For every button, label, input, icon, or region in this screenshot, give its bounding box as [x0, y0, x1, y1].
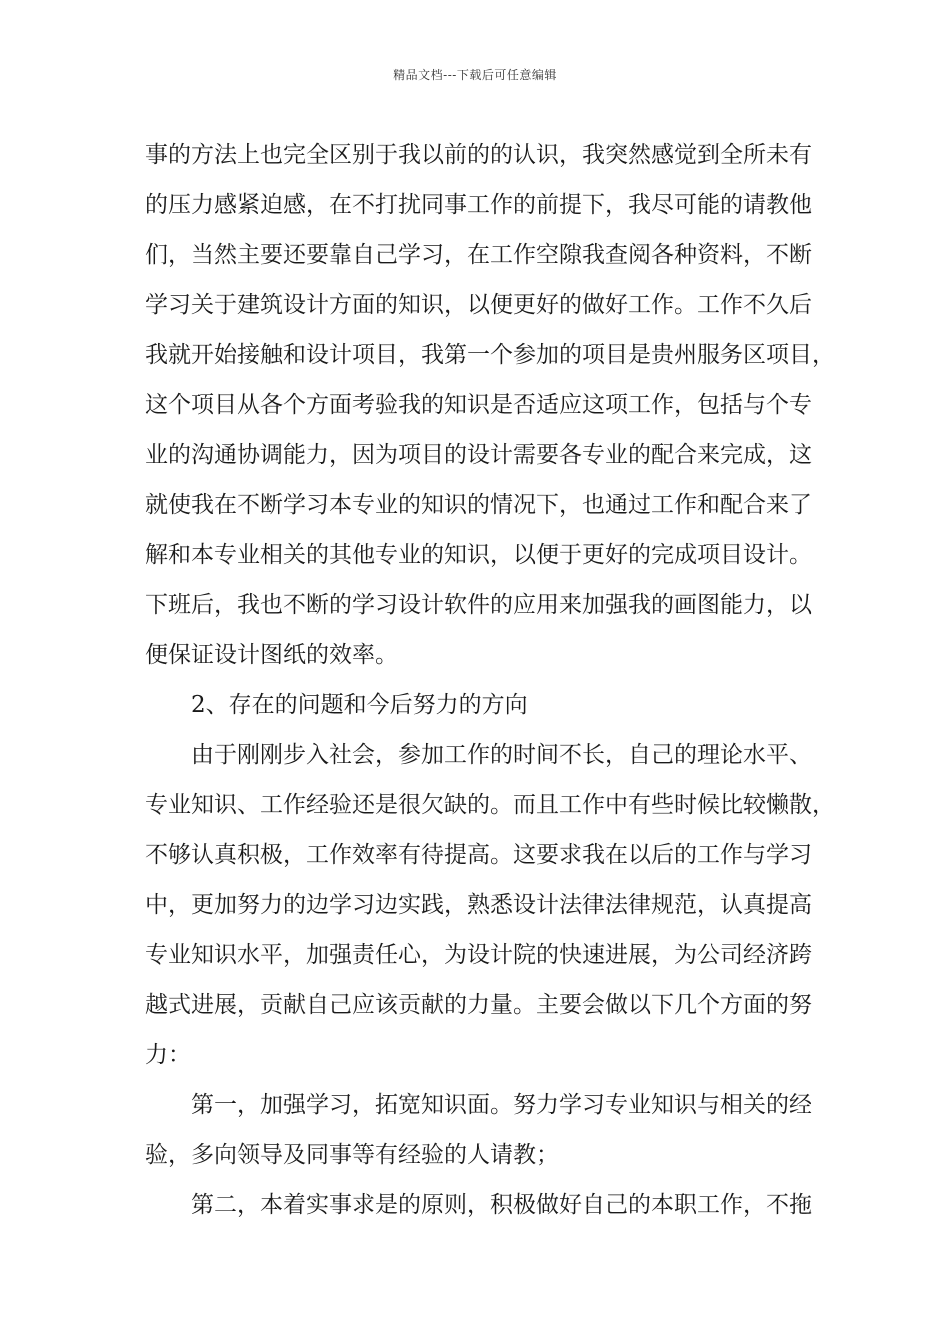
- paragraph-line: 解和本专业相关的其他专业的知识，以便于更好的完成项目设计。: [145, 542, 812, 568]
- paragraph-line: 中，更加努力的边学习边实践，熟悉设计法律法律规范，认真提高: [145, 892, 812, 918]
- paragraph-line: 不够认真积极，工作效率有待提高。这要求我在以后的工作与学习: [145, 842, 812, 868]
- paragraph-line: 验，多向领导及同事等有经验的人请教；: [145, 1142, 559, 1168]
- paragraph-line: 便保证设计图纸的效率。: [145, 642, 398, 668]
- paragraph-line: 越式进展，贡献自己应该贡献的力量。主要会做以下几个方面的努: [145, 992, 812, 1018]
- paragraph-line: 力：: [145, 1042, 191, 1068]
- section-heading: 2、存在的问题和今后努力的方向: [191, 692, 528, 718]
- paragraph-line: 下班后，我也不断的学习设计软件的应用来加强我的画图能力，以: [145, 592, 812, 618]
- paragraph-line: 第二，本着实事求是的原则，积极做好自己的本职工作，不拖: [191, 1192, 812, 1218]
- paragraph-line: 这个项目从各个方面考验我的知识是否适应这项工作，包括与个专: [145, 392, 812, 418]
- paragraph-line: 们，当然主要还要靠自己学习，在工作空隙我查阅各种资料，不断: [145, 242, 812, 268]
- document-body: [145, 130, 835, 1230]
- paragraph-line: 业的沟通协调能力，因为项目的设计需要各专业的配合来完成，这: [145, 442, 812, 468]
- paragraph-line: 学习关于建筑设计方面的知识，以便更好的做好工作。工作不久后: [145, 292, 812, 318]
- paragraph-line: 我就开始接触和设计项目，我第一个参加的项目是贵州服务区项目，: [145, 342, 835, 368]
- paragraph-line: 就使我在不断学习本专业的知识的情况下，也通过工作和配合来了: [145, 492, 812, 518]
- paragraph-line: 由于刚刚步入社会，参加工作的时间不长，自己的理论水平、: [191, 742, 812, 768]
- paragraph-line: 的压力感紧迫感，在不打扰同事工作的前提下，我尽可能的请教他: [145, 192, 812, 218]
- paragraph-line: 专业知识水平，加强责任心，为设计院的快速进展，为公司经济跨: [145, 942, 812, 968]
- paragraph-line: 专业知识、工作经验还是很欠缺的。而且工作中有些时候比较懒散，: [145, 792, 835, 818]
- paragraph-line: 第一，加强学习，拓宽知识面。努力学习专业知识与相关的经: [191, 1092, 812, 1118]
- page-header: 精品文档---下载后可任意编辑: [393, 68, 557, 82]
- paragraph-line: 事的方法上也完全区别于我以前的的认识，我突然感觉到全所未有: [145, 142, 812, 168]
